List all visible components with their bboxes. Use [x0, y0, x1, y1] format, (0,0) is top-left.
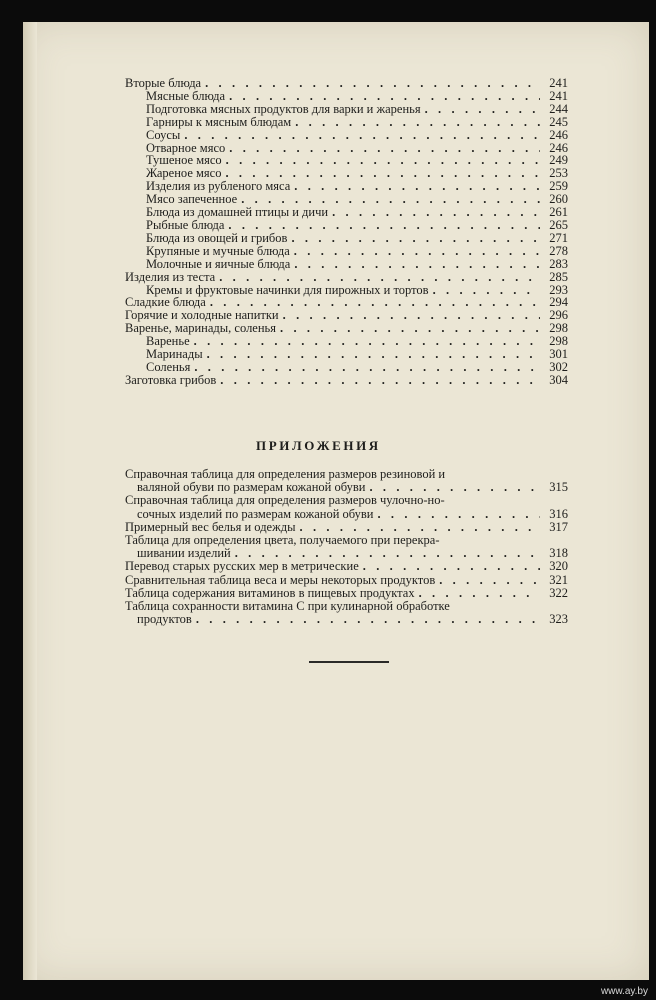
dot-leader — [291, 232, 540, 245]
toc-entry — [125, 90, 568, 103]
toc-entry-title: Изделия из рубленого мяса — [146, 179, 291, 194]
toc-entry-title: Заготовка грибов — [125, 372, 217, 387]
toc-entry-title: Мясные блюда — [146, 88, 226, 103]
toc-entry-title: Изделия из теста — [125, 269, 216, 284]
appendix-entry-title-line2: Примерный вес белья и одежды — [125, 519, 296, 534]
dot-leader — [226, 154, 540, 167]
appendix-entry-title-line2: шивании изделий — [137, 546, 231, 561]
appendix-entry-page: 321 — [549, 572, 568, 587]
toc-entry-title: Варенье, маринады, соленья — [125, 321, 276, 336]
toc-entry-page: 261 — [549, 205, 568, 220]
appendix-list — [125, 468, 568, 626]
toc-entry-title: Крупяные и мучные блюда — [146, 243, 290, 258]
appendix-entry-title-line2: Сравнительная таблица веса и меры некоторых продуктов — [125, 572, 436, 587]
dot-leader — [439, 574, 540, 587]
table-of-contents — [125, 77, 568, 387]
toc-entry-page: 285 — [549, 269, 568, 284]
page-spine-shadow — [23, 22, 37, 980]
appendix-entry-last-line — [125, 560, 568, 573]
toc-entry-title: Гарниры к мясным блюдам — [146, 114, 292, 129]
appendix-entry-title-line2: Перевод старых русских мер в метрические — [125, 559, 359, 574]
appendix-entry-last-line — [125, 508, 568, 521]
toc-entry-page: 304 — [549, 372, 568, 387]
dot-leader — [294, 258, 540, 271]
toc-entry-page: 245 — [549, 114, 568, 129]
toc-entry — [125, 129, 568, 142]
toc-entry-title: Отварное мясо — [146, 140, 226, 155]
toc-entry-title: Вторые блюда — [125, 76, 202, 90]
toc-entry — [125, 361, 568, 374]
dot-leader — [294, 180, 540, 193]
appendix-entry-page: 315 — [549, 480, 568, 495]
appendix-entry-page: 318 — [549, 546, 568, 561]
dot-leader — [196, 613, 540, 626]
toc-entry-title: Блюда из овощей и грибов — [146, 230, 288, 245]
toc-entry-title: Горячие и холодные напитки — [125, 308, 279, 323]
toc-entry-page: 246 — [549, 140, 568, 155]
appendix-entry-page: 316 — [549, 506, 568, 521]
appendix-entry-title-line1: Справочная таблица для определения размеров чулочно-но- — [125, 493, 445, 508]
dot-leader — [184, 129, 540, 142]
toc-entry-title: Молочные и яичные блюда — [146, 256, 291, 271]
toc-entry — [125, 374, 568, 387]
toc-entry-page: 301 — [549, 347, 568, 362]
dot-leader — [283, 309, 540, 322]
dot-leader — [377, 508, 540, 521]
toc-entry-page: 294 — [549, 295, 568, 310]
appendix-entry — [125, 534, 568, 560]
toc-entry — [125, 322, 568, 335]
appendix-entry — [125, 574, 568, 587]
appendix-entry-title-line2: Таблица содержания витаминов в пищевых продуктах — [125, 585, 415, 600]
toc-entry-page: 293 — [549, 282, 568, 297]
dot-leader — [280, 322, 540, 335]
appendix-heading: ПРИЛОЖЕНИЯ — [256, 438, 381, 453]
toc-entry-title: Сладкие блюда — [125, 295, 206, 310]
dot-leader — [295, 116, 540, 129]
closing-rule — [309, 661, 389, 663]
toc-entry-title: Жареное мясо — [146, 166, 222, 181]
appendix-entry-title-line1: Справочная таблица для определения размеров резиновой и — [125, 467, 446, 481]
toc-entry-page: 260 — [549, 192, 568, 207]
appendix-entry-page: 317 — [549, 519, 568, 534]
toc-entry-page: 259 — [549, 179, 568, 194]
dot-leader — [205, 77, 540, 90]
toc-entry-page: 246 — [549, 127, 568, 142]
toc-entry-page: 253 — [549, 166, 568, 181]
appendix-entry-page: 323 — [549, 612, 568, 627]
toc-entry-page: 302 — [549, 359, 568, 374]
toc-entry — [125, 77, 568, 90]
dot-leader — [332, 206, 540, 219]
toc-entry — [125, 232, 568, 245]
appendix-entry-title-line2: валяной обуви по размерам кожаной обуви — [137, 480, 366, 495]
toc-entry-title: Маринады — [146, 347, 203, 362]
toc-entry-title: Кремы и фруктовые начинки для пирожных и тортов — [146, 282, 429, 297]
toc-entry-page: 298 — [549, 321, 568, 336]
toc-entry-title: Тушеное мясо — [146, 153, 222, 168]
dot-leader — [207, 348, 540, 361]
toc-entry-page: 271 — [549, 230, 568, 245]
toc-entry — [125, 116, 568, 129]
toc-entry-page: 278 — [549, 243, 568, 258]
toc-entry — [125, 271, 568, 284]
appendix-entry-title-line2: сочных изделий по размерам кожаной обуви — [137, 506, 374, 521]
dot-leader — [229, 142, 540, 155]
appendix-entry-title-line1: Таблица сохранности витамина C при кулинарной обработке — [125, 599, 450, 614]
appendix-entry-last-line — [125, 613, 568, 626]
dot-leader — [294, 245, 540, 258]
toc-entry-title: Варенье — [146, 334, 190, 349]
toc-entry — [125, 219, 568, 232]
dot-leader — [433, 284, 540, 297]
toc-entry — [125, 245, 568, 258]
appendix-entry — [125, 600, 568, 626]
toc-entry-title: Блюда из домашней птицы и дичи — [146, 205, 329, 220]
toc-entry-page: 296 — [549, 308, 568, 323]
dot-leader — [220, 374, 540, 387]
toc-entry-page: 298 — [549, 334, 568, 349]
dot-leader — [194, 361, 540, 374]
appendix-entry-page: 320 — [549, 559, 568, 574]
toc-entry-page: 265 — [549, 217, 568, 232]
toc-entry-page: 283 — [549, 256, 568, 271]
dot-leader — [363, 560, 540, 573]
toc-entry — [125, 348, 568, 361]
toc-entry-page: 244 — [549, 101, 568, 116]
appendix-entry-title-line2: продуктов — [137, 612, 192, 627]
toc-entry-page: 241 — [549, 88, 568, 103]
toc-entry-page: 249 — [549, 153, 568, 168]
toc-entry-title: Рыбные блюда — [146, 217, 225, 232]
appendix-entry — [125, 494, 568, 520]
toc-entry-title: Соусы — [146, 127, 181, 142]
appendix-entry — [125, 468, 568, 494]
appendix-entry-last-line — [125, 574, 568, 587]
dot-leader — [219, 271, 540, 284]
toc-entry — [125, 103, 568, 116]
dot-leader — [425, 103, 540, 116]
dot-leader — [229, 90, 540, 103]
watermark: www.ay.by — [600, 986, 648, 997]
appendix-entry — [125, 560, 568, 573]
dot-leader — [228, 219, 540, 232]
appendix-entry-page: 322 — [549, 585, 568, 600]
appendix-entry-title-line1: Таблица для определения цвета, получаемого при перекра- — [125, 533, 440, 548]
dot-leader — [194, 335, 540, 348]
toc-entry — [125, 258, 568, 271]
toc-entry-title: Мясо запеченное — [146, 192, 238, 207]
toc-entry-page: 241 — [549, 76, 568, 90]
toc-entry-title: Соленья — [146, 359, 191, 374]
toc-entry-title: Подготовка мясных продуктов для варки и жаренья — [146, 101, 421, 116]
